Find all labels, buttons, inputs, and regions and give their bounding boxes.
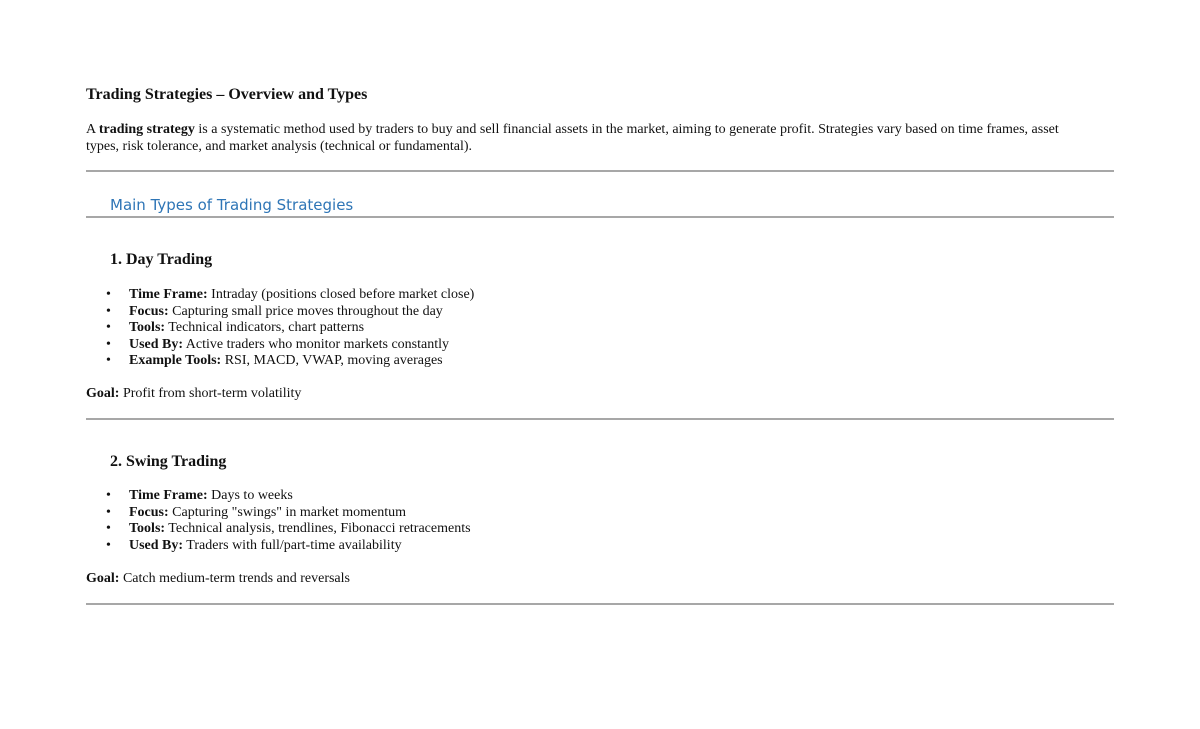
item-text: Days to weeks — [207, 488, 293, 503]
item-text: Traders with full/part-time availability — [183, 537, 402, 553]
list-item — [86, 353, 474, 370]
list-item — [86, 320, 474, 337]
bullet-icon: • — [106, 353, 111, 368]
intro-prefix: A — [86, 122, 99, 137]
strategy-list-day-trading — [86, 287, 474, 370]
item-label: Time Frame: — [129, 488, 208, 503]
horizontal-rule — [86, 603, 1114, 605]
item-label: Used By: — [129, 336, 184, 352]
list-item — [86, 488, 471, 505]
item-label: Used By: — [129, 537, 184, 553]
bullet-icon: • — [106, 320, 111, 335]
item-label: Focus: — [129, 303, 169, 319]
list-item — [86, 304, 474, 321]
strategy-list-swing-trading — [86, 488, 471, 554]
bullet-icon: • — [106, 287, 111, 302]
strategy-goal-day-trading — [86, 386, 301, 402]
strategy-title-swing-trading: 2. Swing Trading — [110, 453, 227, 470]
item-text: RSI, MACD, VWAP, moving averages — [221, 353, 443, 368]
bullet-icon: • — [106, 521, 111, 536]
item-label: Time Frame: — [129, 287, 208, 302]
item-text: Active traders who monitor markets constantly — [183, 336, 450, 352]
item-text: Capturing small price moves throughout the day — [168, 303, 443, 319]
bullet-icon: • — [106, 336, 111, 352]
horizontal-rule — [86, 418, 1114, 420]
horizontal-rule — [86, 216, 1114, 218]
item-label: Tools: — [129, 320, 166, 335]
intro-term: trading strategy — [98, 122, 195, 137]
list-item — [86, 505, 471, 522]
strategy-goal-swing-trading — [86, 571, 350, 587]
bullet-icon: • — [106, 504, 111, 520]
list-item — [86, 521, 471, 538]
goal-label: Goal: — [86, 571, 120, 586]
bullet-icon: • — [106, 537, 111, 553]
document-title: Trading Strategies – Overview and Types — [86, 86, 368, 103]
item-text: Intraday (positions closed before market close) — [207, 287, 475, 302]
list-item — [86, 538, 471, 555]
horizontal-rule — [86, 170, 1114, 172]
item-text: Capturing "swings" in market momentum — [168, 504, 407, 520]
item-text: Technical indicators, chart patterns — [165, 320, 365, 335]
bullet-icon: • — [106, 488, 111, 503]
strategy-title-day-trading: 1. Day Trading — [110, 251, 213, 268]
item-text: Technical analysis, trendlines, Fibonacci retracements — [165, 521, 471, 536]
item-label: Tools: — [129, 521, 166, 536]
intro-text: is a systematic method used by traders to buy and sell financial assets in the market, aiming to generate profit. Strategies vary based on time frames, asset types, risk tolerance, and market analysis (technical or fundamental). — [86, 122, 1059, 154]
section-heading: Main Types of Trading Strategies — [110, 196, 354, 214]
goal-text: Catch medium-term trends and reversals — [119, 571, 350, 586]
goal-text: Profit from short-term volatility — [119, 386, 302, 401]
list-item — [86, 337, 474, 354]
item-label: Example Tools: — [129, 353, 222, 368]
intro-paragraph — [86, 121, 1086, 155]
item-label: Focus: — [129, 504, 169, 520]
list-item — [86, 287, 474, 304]
goal-label: Goal: — [86, 386, 120, 401]
bullet-icon: • — [106, 303, 111, 319]
